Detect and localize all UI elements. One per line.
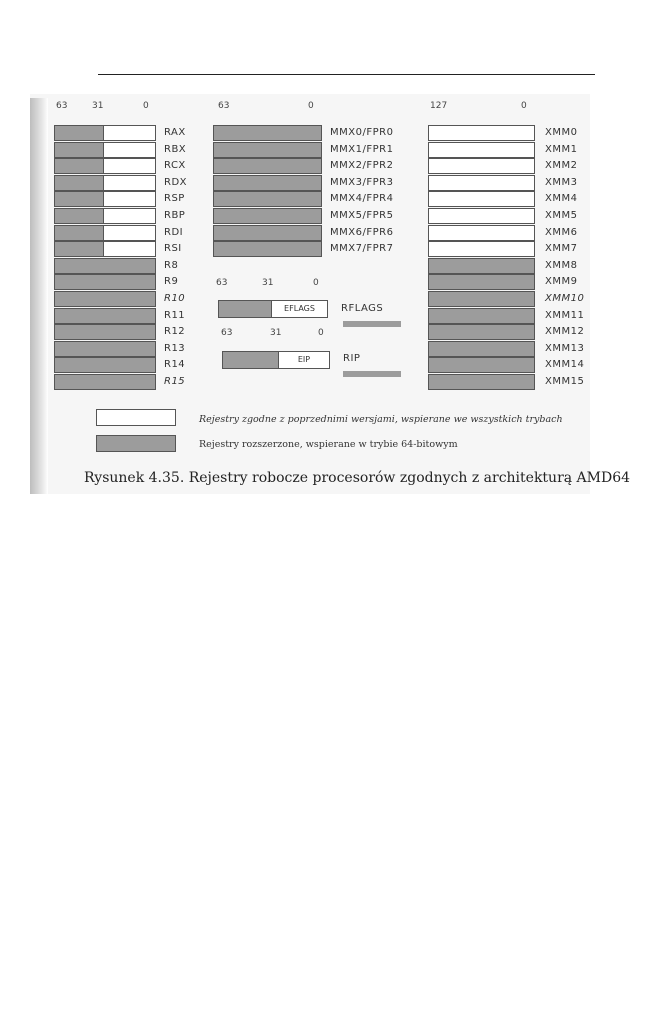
gpr-rbx-upper: [54, 142, 104, 158]
rip-upper-box: [222, 351, 279, 369]
gpr-rbx-lower: [103, 142, 156, 158]
xmm-10-label: XMM10: [545, 293, 585, 304]
xmm-15-label: XMM15: [545, 376, 585, 387]
gpr-r11: [54, 308, 156, 324]
gpr-r10-label: R10: [164, 293, 186, 304]
gpr-r15-label: R15: [164, 376, 186, 387]
ip-tick-31: 31: [270, 328, 282, 338]
gpr-r14-label: R14: [164, 359, 186, 371]
mmx-5-box: [213, 208, 322, 224]
gpr-rsp-upper: [54, 191, 104, 207]
gpr-rdx-lower: [103, 175, 156, 191]
gpr-r14: [54, 357, 156, 373]
xmm-1-box: [428, 142, 535, 158]
mmx-7-label: MMX7/FPR7: [330, 243, 394, 255]
xmm-13-label: XMM13: [545, 342, 585, 354]
gpr-r9-label: R9: [164, 276, 179, 288]
xmm-6-label: XMM6: [545, 226, 578, 238]
gpr-r12-label: R12: [164, 326, 186, 338]
header-rule: [98, 74, 595, 75]
gpr-rbp-lower: [103, 208, 156, 224]
gpr-rcx-lower: [103, 158, 156, 174]
rflags-label: RFLAGS: [341, 303, 384, 314]
legend-extended-swatch: [96, 435, 176, 452]
gpr-rcx-label: RCX: [164, 160, 186, 172]
mmx-1-label: MMX1/FPR1: [330, 143, 394, 155]
mmx-1-box: [213, 142, 322, 158]
xmm-9-label: XMM9: [545, 276, 578, 288]
xmm-5-label: XMM5: [545, 210, 578, 221]
mmx-0-label: MMX0/FPR0: [330, 127, 394, 138]
xmm-3-label: XMM3: [545, 176, 578, 188]
flags-tick-31: 31: [262, 278, 274, 288]
gpr-tick-63: 63: [56, 101, 68, 111]
xmm-2-label: XMM2: [545, 160, 578, 172]
xmm-11-box: [428, 308, 535, 324]
mmx-4-box: [213, 191, 322, 207]
gpr-r10: [54, 291, 156, 307]
xmm-3-box: [428, 175, 535, 191]
xmm-0-box: [428, 125, 535, 141]
mmx-3-label: MMX3/FPR3: [330, 176, 394, 188]
gpr-rbp-upper: [54, 208, 104, 224]
gpr-tick-31: 31: [92, 101, 104, 111]
xmm-7-box: [428, 241, 535, 257]
xmm-11-label: XMM11: [545, 309, 585, 321]
gpr-rax-label: RAX: [164, 127, 186, 138]
gpr-rdi-lower: [103, 225, 156, 241]
gpr-tick-0: 0: [143, 101, 149, 111]
mmx-6-box: [213, 225, 322, 241]
ip-tick-63: 63: [221, 328, 233, 338]
xmm-2-box: [428, 158, 535, 174]
gpr-rcx-upper: [54, 158, 104, 174]
legend-legacy-text: Rejestry zgodne z poprzednimi wersjami, wspierane we wszystkich trybach: [199, 414, 563, 425]
xmm-9-box: [428, 274, 535, 290]
xmm-0-label: XMM0: [545, 127, 578, 138]
figure-caption: Rysunek 4.35. Rejestry robocze procesorów zgodnych z architekturą AMD64: [84, 470, 631, 486]
legend-extended-text: Rejestry rozszerzone, wspierane w trybie 64-bitowym: [199, 439, 458, 450]
gpr-rax-upper: [54, 125, 104, 141]
xmm-8-label: XMM8: [545, 259, 578, 271]
ip-tick-0: 0: [318, 328, 324, 338]
flags-tick-63: 63: [216, 278, 228, 288]
gpr-rdx-label: RDX: [164, 176, 187, 188]
mmx-2-label: MMX2/FPR2: [330, 160, 394, 172]
mmx-tick-0: 0: [308, 101, 314, 111]
xmm-12-box: [428, 324, 535, 340]
mmx-4-label: MMX4/FPR4: [330, 193, 394, 205]
gpr-rdi-upper: [54, 225, 104, 241]
gpr-r9: [54, 274, 156, 290]
rflags-bar: [343, 321, 401, 327]
xmm-4-box: [428, 191, 535, 207]
gpr-r12: [54, 324, 156, 340]
xmm-15-box: [428, 374, 535, 390]
gpr-rbp-label: RBP: [164, 210, 186, 221]
rflags-upper-box: [218, 300, 272, 318]
xmm-10-box: [428, 291, 535, 307]
gpr-r8-label: R8: [164, 259, 179, 271]
xmm-4-label: XMM4: [545, 193, 578, 205]
legend-legacy-swatch: [96, 409, 176, 426]
flags-tick-0: 0: [313, 278, 319, 288]
mmx-3-box: [213, 175, 322, 191]
xmm-12-label: XMM12: [545, 326, 585, 338]
xmm-14-label: XMM14: [545, 359, 585, 371]
gpr-r8: [54, 258, 156, 274]
gpr-rbx-label: RBX: [164, 143, 187, 155]
gpr-rdi-label: RDI: [164, 226, 184, 238]
xmm-13-box: [428, 341, 535, 357]
gpr-r15: [54, 374, 156, 390]
xmm-tick-0: 0: [521, 101, 527, 111]
gpr-rsi-lower: [103, 241, 156, 257]
eip-label: EIP: [297, 355, 311, 364]
xmm-5-box: [428, 208, 535, 224]
gpr-rsi-upper: [54, 241, 104, 257]
mmx-0-box: [213, 125, 322, 141]
mmx-5-label: MMX5/FPR5: [330, 210, 394, 221]
gpr-r13: [54, 341, 156, 357]
xmm-14-box: [428, 357, 535, 373]
xmm-tick-127: 127: [430, 101, 448, 111]
xmm-6-box: [428, 225, 535, 241]
gpr-r13-label: R13: [164, 342, 186, 354]
mmx-7-box: [213, 241, 322, 257]
gpr-r11-label: R11: [164, 309, 186, 321]
eflags-box: [271, 300, 328, 318]
rip-label: RIP: [343, 353, 361, 364]
xmm-7-label: XMM7: [545, 243, 578, 255]
mmx-2-box: [213, 158, 322, 174]
eflags-label: EFLAGS: [284, 304, 315, 313]
gpr-rsp-lower: [103, 191, 156, 207]
xmm-8-box: [428, 258, 535, 274]
mmx-6-label: MMX6/FPR6: [330, 226, 394, 238]
rip-bar: [343, 371, 401, 377]
gpr-rsp-label: RSP: [164, 193, 185, 205]
mmx-tick-63: 63: [218, 101, 230, 111]
gpr-rdx-upper: [54, 175, 104, 191]
gpr-rsi-label: RSI: [164, 243, 182, 255]
scan-shadow: [30, 98, 48, 494]
gpr-rax-lower: [103, 125, 156, 141]
xmm-1-label: XMM1: [545, 143, 578, 155]
eip-box: [278, 351, 330, 369]
